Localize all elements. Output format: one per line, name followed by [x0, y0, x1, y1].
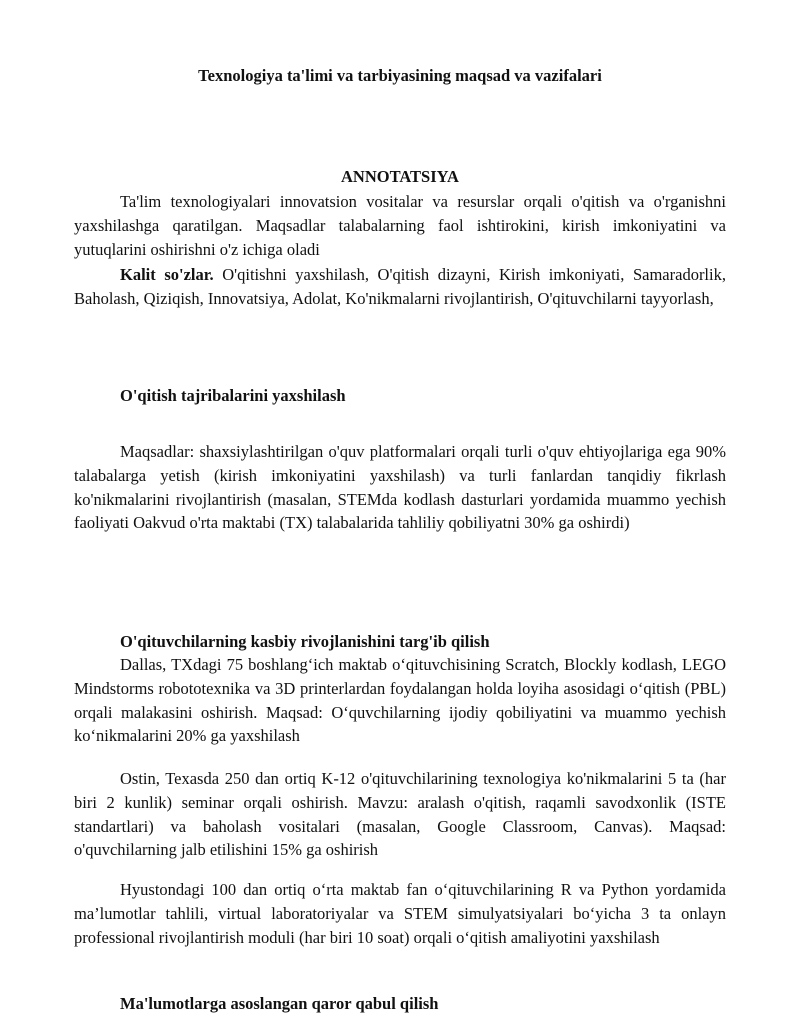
document-title: Texnologiya ta'limi va tarbiyasining maqsad va vazifalari [198, 66, 602, 85]
section-heading-data-driven-decisions: Ma'lumotlarga asoslangan qaror qabul qilish [120, 994, 439, 1013]
annotation-paragraph: Ta'lim texnologiyalari innovatsion vositalar va resurslar orqali o'qitish va o'rganishni yaxshilashga qaratilgan. Maqsadlar talabalarning faol ishtirokini, kirish imkoniyatini va yutuqlarini oshirishni o'z ichiga oladi [74, 192, 726, 259]
teacher-development-paragraph-austin: Ostin, Texasda 250 dan ortiq K-12 o'qituvchilarining texnologiya ko'nikmalarini 5 ta (har biri 2 kunlik) seminar orqali oshirish. Mavzu: aralash o'qitish, raqamli savodxonlik (ISTE standartlari) va baholash vositalari (masalan, Google Classroom, Canvas). Maqsad: o'quvchilarning jalb etilishini 15% ga oshirish [74, 769, 726, 860]
keywords-list: O'qitishni yaxshilash, O'qitish dizayni, Kirish imkoniyati, Samaradorlik, Baholash, Qiziqish, Innovatsiya, Adolat, Ko'nikmalarni rivojlantirish, O'qituvchilarni tayyorlash, [74, 265, 726, 308]
annotation-heading: ANNOTATSIYA [341, 167, 459, 186]
teacher-development-paragraph-houston: Hyustondagi 100 dan ortiq o‘rta maktab fan o‘qituvchilarining R va Python yordamida ma’lumotlar tahlili, virtual laboratoriyalar va STEM simulyatsiyalari bo‘yicha 3 ta onlayn professional rivojlantirish moduli (har biri 10 soat) orqali o‘qitish amaliyotini yaxshilash [74, 880, 726, 947]
section-teaching-practice-paragraph: Maqsadlar: shaxsiylashtirilgan o'quv platformalari orqali turli o'quv ehtiyojlariga ega 90% talabalarga yetish (kirish imkoniyatini yaxshilash) va turli fanlardan tanqidiy fikrlash ko'nikmalarini rivojlantirish (masalan, STEMda kodlash dasturlari yordamida muammo yechish faoliyati Oakvud o'rta maktabi (TX) talabalarida tahliliy qobiliyatni 30% ga oshirdi) [74, 442, 726, 533]
section-heading-teacher-development: O'qituvchilarning kasbiy rivojlanishini targ'ib qilish [120, 632, 490, 651]
keywords-label: Kalit so'zlar. [120, 265, 214, 284]
teacher-development-paragraph-dallas: Dallas, TXdagi 75 boshlang‘ich maktab o‘qituvchisining Scratch, Blockly kodlash, LEGO Mindstorms robototexnika va 3D printerlardan foydalangan holda loyiha asosidagi o‘qitish (PBL) orqali malakasini oshirish. Maqsad: O‘quvchilarning ijodiy qobiliyatini va muammo yechish ko‘nikmalarini 20% ga yaxshilash [74, 655, 726, 746]
keywords-paragraph [74, 263, 726, 311]
section-heading-teaching-practice: O'qitish tajribalarini yaxshilash [120, 386, 346, 405]
